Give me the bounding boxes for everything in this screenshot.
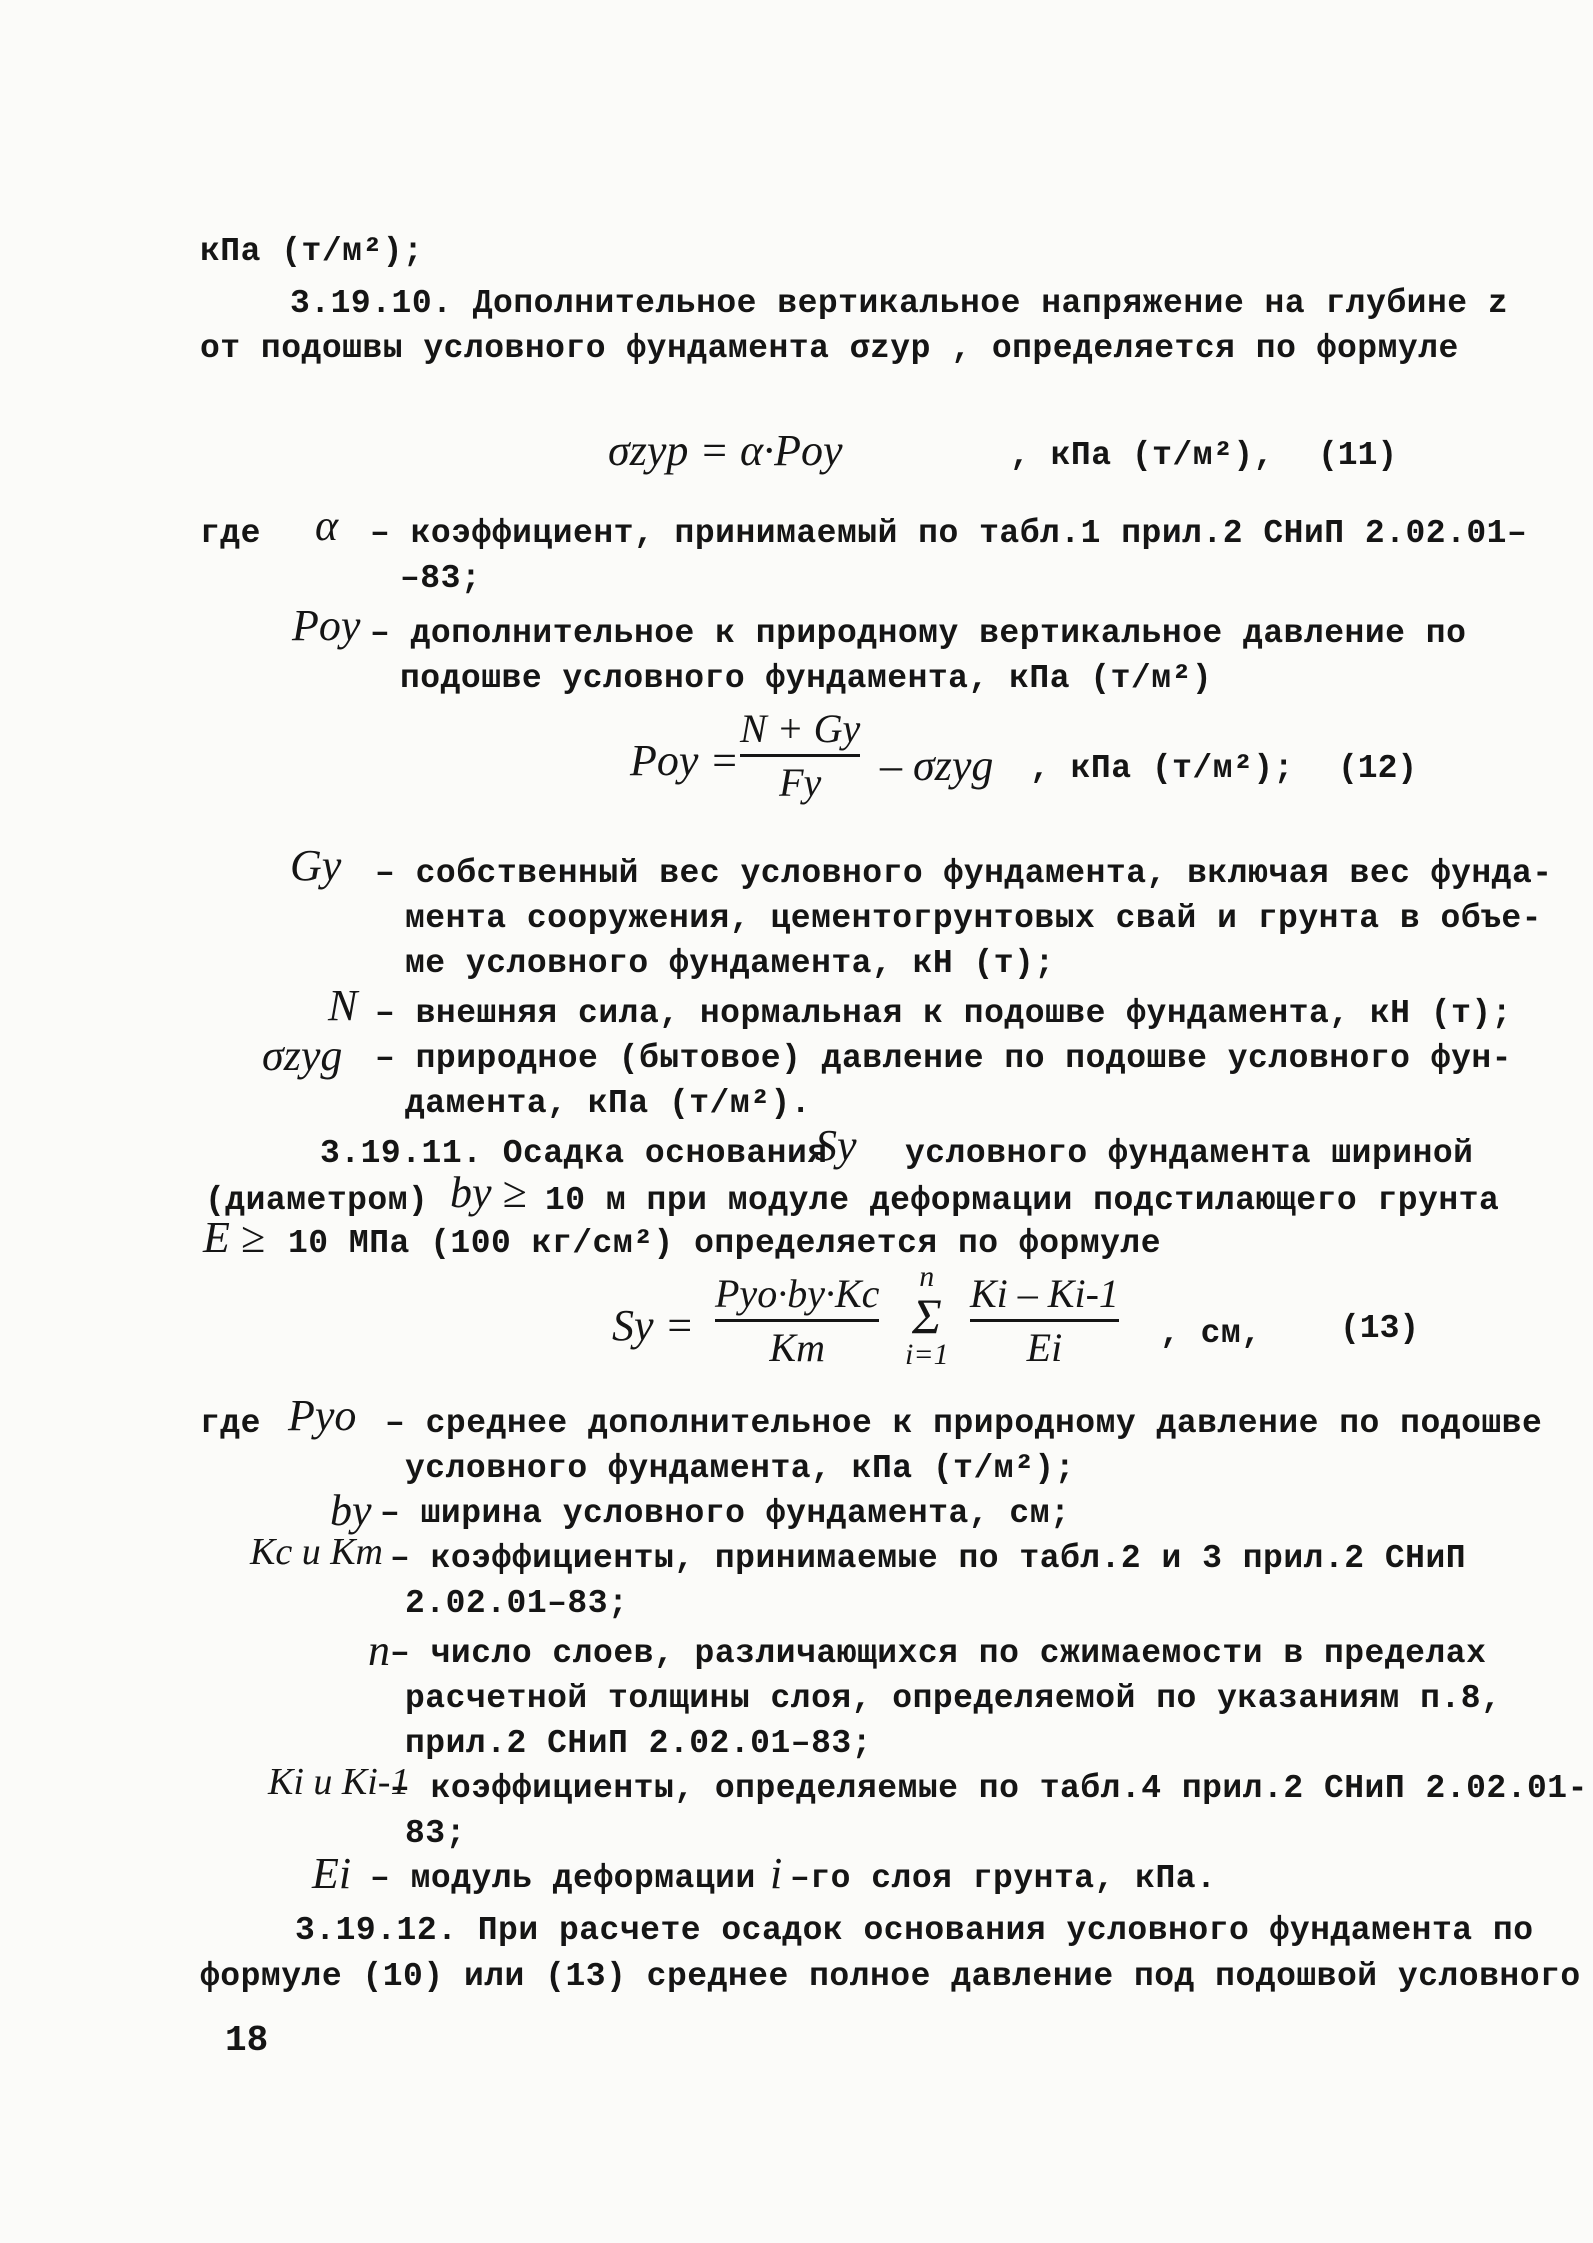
definition-text: – модуль деформации — [370, 1860, 756, 1897]
where-label: где — [200, 1405, 261, 1442]
definition-text: – коэффициенты, определяемые по табл.4 прил.2 СНиП 2.02.01- — [390, 1770, 1588, 1807]
definition-text: –83; — [400, 560, 482, 597]
paragraph-3-19-12: 3.19.12. При расчете осадок основания условного фундамента по — [295, 1912, 1534, 1949]
formula-12-fraction — [740, 705, 860, 806]
definition-text: мента сооружения, цементогрунтовых свай и грунта в объе- — [405, 900, 1542, 937]
text-line: (диаметром) — [205, 1182, 429, 1219]
where-label: где — [200, 515, 261, 552]
definition-text: – внешняя сила, нормальная к подошве фундамента, кН (т); — [375, 995, 1512, 1032]
definition-text: – коэффициенты, принимаемые по табл.2 и 3 прил.2 СНиП — [390, 1540, 1467, 1577]
sum-sign: Σ — [911, 1288, 942, 1344]
definition-text: – среднее дополнительное к природному давление по подошве — [385, 1405, 1543, 1442]
formula-13-units: , см, — [1160, 1315, 1262, 1352]
text-line: 10 МПа (100 кг/см²) определяется по формуле — [288, 1225, 1162, 1262]
fraction-numerator: Ki – Ki-1 — [970, 1271, 1119, 1316]
formula-13-number: (13) — [1340, 1310, 1420, 1347]
fraction-numerator: N + Gy — [740, 706, 861, 751]
text-line: формуле (10) или (13) среднее полное давление под подошвой условного — [200, 1958, 1581, 1995]
sum-lower-limit: i=1 — [905, 1338, 949, 1371]
fraction-denominator: Ei — [1026, 1325, 1063, 1370]
formula-11-number: (11) — [1318, 437, 1398, 474]
definition-text: – ширина условного фундамента, см; — [380, 1495, 1071, 1532]
symbol-pyo: Pyo — [288, 1391, 357, 1440]
text-line: кПа (т/м²); — [200, 233, 424, 270]
formula-11-units: , кПа (т/м²), — [1010, 437, 1274, 474]
paragraph-3-19-10: 3.19.10. Дополнительное вертикальное напряжение на глубине z — [290, 285, 1509, 322]
symbol-poy: Poy — [292, 601, 361, 650]
symbol-ei: Ei — [312, 1849, 352, 1898]
fraction-bar — [740, 754, 860, 757]
symbol-by: by — [330, 1486, 372, 1535]
definition-text: дамента, кПа (т/м²). — [405, 1085, 812, 1122]
formula-12-number: (12) — [1338, 750, 1418, 787]
symbol-sy: Sy — [815, 1121, 857, 1170]
symbol-ki: Ki и Ki-1 — [268, 1761, 410, 1803]
formula-13-fraction-2 — [970, 1270, 1119, 1371]
formula-12-rest: – σzyg — [880, 741, 994, 790]
fraction-denominator: Km — [769, 1325, 825, 1370]
formula-13-fraction — [715, 1270, 879, 1371]
page-number: 18 — [225, 2020, 269, 2061]
definition-text: 83; — [405, 1815, 466, 1852]
symbol-gy: Gy — [290, 841, 342, 890]
text-line: от подошвы условного фундамента σzyp , определяется по формуле — [200, 330, 1459, 367]
definition-text: – число слоев, различающихся по сжимаемости в пределах — [390, 1635, 1487, 1672]
formula-12-left: Poy = — [630, 736, 740, 785]
symbol-kc-km: Kc и Km — [250, 1531, 383, 1573]
definition-text: ме условного фундамента, кН (т); — [405, 945, 1055, 982]
symbol-alpha: α — [315, 501, 339, 550]
fraction-bar — [970, 1319, 1119, 1322]
paragraph-3-19-11: 3.19.11. Осадка основания — [320, 1135, 828, 1172]
formula-13-sum — [905, 1260, 949, 1372]
definition-text: прил.2 СНиП 2.02.01–83; — [405, 1725, 872, 1762]
definition-text: –го слоя грунта, кПа. — [790, 1860, 1217, 1897]
formula-11: σzyp = α·Poy — [608, 426, 843, 475]
symbol-n: N — [328, 981, 358, 1030]
definition-text: – природное (бытовое) давление по подошве условного фун- — [375, 1040, 1512, 1077]
symbol-e: E ≥ — [203, 1213, 266, 1262]
sum-upper-limit: n — [919, 1260, 935, 1293]
definition-text: подошве условного фундамента, кПа (т/м²) — [400, 660, 1213, 697]
definition-text: – коэффициент, принимаемый по табл.1 прил.2 СНиП 2.02.01– — [370, 515, 1528, 552]
formula-12-units: , кПа (т/м²); — [1030, 750, 1294, 787]
definition-text: 2.02.01–83; — [405, 1585, 629, 1622]
text-line: условного фундамента шириной — [905, 1135, 1474, 1172]
symbol-sigma-zyg: σzyg — [262, 1031, 343, 1080]
fraction-bar — [715, 1319, 879, 1322]
definition-text: условного фундамента, кПа (т/м²); — [405, 1450, 1076, 1487]
formula-13-left: Sy = — [612, 1301, 695, 1350]
fraction-numerator: Pyo·by·Kc — [715, 1271, 880, 1316]
symbol-n-layers: n — [368, 1626, 390, 1675]
definition-text: – дополнительное к природному вертикальное давление по — [370, 615, 1467, 652]
text-line: 10 м при модуле деформации подстилающего грунта — [545, 1182, 1500, 1219]
fraction-denominator: Fy — [779, 760, 822, 805]
symbol-by: by ≥ — [450, 1168, 527, 1217]
definition-text: – собственный вес условного фундамента, включая вес фунда- — [375, 855, 1553, 892]
symbol-i: i — [770, 1849, 783, 1898]
definition-text: расчетной толщины слоя, определяемой по указаниям п.8, — [405, 1680, 1502, 1717]
